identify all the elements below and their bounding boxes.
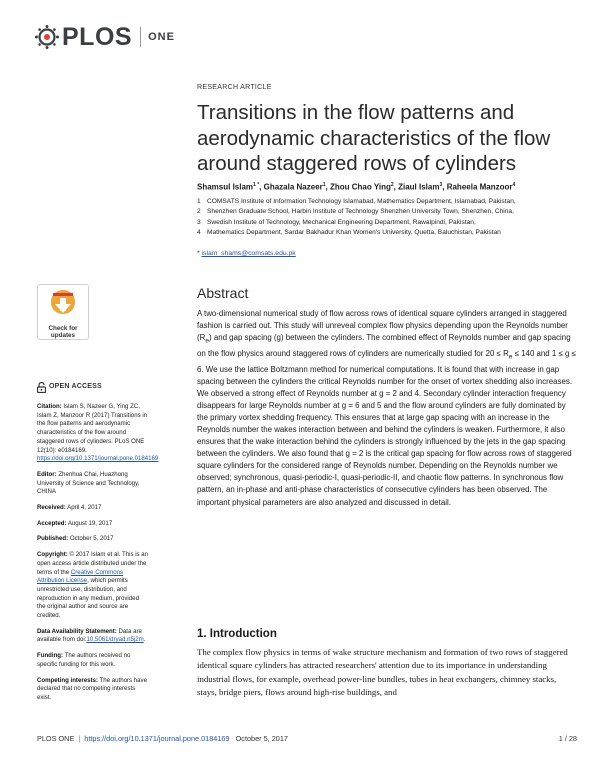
- check-updates-icon: [50, 289, 76, 319]
- copyright-text: , which permits unrestricted use, distribution, and reproduction in any medium, provided the original author and source are credited.: [37, 577, 139, 620]
- footer-date: October 5, 2017: [235, 734, 288, 743]
- affiliation-number: 2: [197, 208, 201, 216]
- affiliation-number: 4: [197, 229, 201, 237]
- article-type: RESEARCH ARTICLE: [197, 84, 272, 91]
- funding-text: The authors received no specific funding for this work.: [37, 652, 131, 668]
- page-number: 1 / 28: [558, 734, 577, 743]
- data-doi-link[interactable]: 10.5061/dryad.n5j2m: [86, 636, 144, 644]
- affiliation-number: 1: [197, 198, 201, 205]
- affiliation-text: Mathematics Department, Sardar Bakhadur Khan Women's University, Quetta, Baluchistan, Pakistan: [207, 229, 501, 237]
- corresponding-author: [197, 250, 296, 257]
- received-block: [37, 504, 149, 513]
- footer-journal: PLOS ONE: [37, 734, 75, 743]
- data-availability-label: Data Availability Statement:: [37, 627, 117, 635]
- article-info-sidebar: [37, 382, 159, 710]
- author-affiliation-mark: 2: [390, 182, 394, 188]
- affiliation-text: Swedish Institute of Technology, Mechanical Engineering Department, Rawalpindi, Pakistan,: [207, 218, 476, 226]
- subscript-e: e: [205, 337, 209, 345]
- logo-journal: ONE: [148, 31, 175, 43]
- plos-logo-icon: [34, 24, 60, 50]
- check-updates-label: [38, 325, 88, 339]
- author-name[interactable]: Ghazala Nazeer: [263, 182, 323, 192]
- footer-separator: |: [78, 734, 81, 743]
- copyright-label: Copyright:: [37, 551, 68, 559]
- introduction-heading: 1. Introduction: [197, 628, 277, 640]
- accepted-date: August 19, 2017: [66, 519, 113, 527]
- open-access-label: [37, 382, 149, 393]
- accepted-label: Accepted:: [37, 519, 67, 527]
- logo-divider: [140, 27, 141, 47]
- footer-citation: [37, 734, 288, 743]
- data-availability-block: [37, 628, 149, 645]
- affiliation-text: Shenzhen Graduate School, Harbin Institute of Technology Shenzhen University Town, Shenzhen, China,: [207, 208, 514, 216]
- competing-interests-label: Competing interests:: [37, 676, 98, 684]
- published-date: October 5, 2017: [68, 535, 114, 543]
- author-affiliation-mark: 4: [512, 182, 516, 188]
- abstract-heading: Abstract: [197, 285, 249, 301]
- received-label: Received:: [37, 504, 66, 512]
- competing-interests-block: [37, 677, 149, 703]
- citation-text: Islam S, Nazeer G, Ying ZC, Islam Z, Manzoor R (2017) Transitions in the flow patterns and aerodynamic characteristics of the flow around staggered rows of cylinders. PLoS ONE 12(10): e0184169.: [37, 403, 148, 454]
- affiliation-item: [197, 207, 577, 217]
- article-title: Transitions in the flow patterns and aerodynamic characteristics of the flow around staggered rows of cylinders: [197, 101, 551, 175]
- abstract-text-part: ≤ 140 and 1 ≤ g ≤ 6. We use the lattice Boltzmann method for numerical computations. It is found that with increase in gap spacing between the cylinders the critical Reynolds number for the onset of vortex shedding also increases. We observed a strong effect of Reynolds number at g = 2 and 4. Secondary cylinder interaction frequency disappears for large Reynolds number at g = 6 and 5 and the flow around cylinders are fully dominated by the primary vortex shedding frequency. This ensures that at large gap spacing with an increase in the Reynolds number the wakes interaction between and behind the cylinders is weaken. Furthermore, it also ensures that the wake interaction behind the cylinders is strongly influenced by the jets in the gap spacing between the cylinders. We also found that g = 2 is the critical gap spacing for flow across rows of staggered square cylinders for the considered range of Reynolds number. Depending on the Reynolds number we observed; synchronous, quasi-periodic-I, quasi-periodic-II, and chaotic flow patterns. In synchronous flow pattern, an in-phase and anti-phase characteristics of consecutive cylinders has been observed. The important physical parameters are also analyzed and discussed in detail.: [197, 348, 576, 507]
- open-access-lock-icon: [37, 382, 46, 393]
- corresponding-mark: *: [197, 250, 200, 257]
- abstract-text-part: ) and gap spacing (g) between the cylinders. The combined effect of Reynolds number and gap spacing on the flow physics around staggered rows of cylinders are numerically studied for 20 ≤ R: [197, 333, 571, 358]
- subscript-e: e: [508, 353, 513, 361]
- affiliation-list: [197, 197, 577, 239]
- data-availability-text: Data are available from doi:: [37, 627, 142, 644]
- editor-label: Editor:: [37, 470, 57, 478]
- funding-block: [37, 652, 149, 669]
- abstract-text-part: A two-dimensional numerical study of flow across rows of identical square cylinders arranged in staggered fashion is carried out. This study will unreveal complex flow physics depending upon the Reynolds number (R: [197, 309, 568, 343]
- author-name[interactable]: Shamsul Islam: [197, 182, 254, 192]
- license-link[interactable]: Creative Commons Attribution License: [37, 568, 124, 585]
- affiliation-item: [197, 197, 577, 207]
- check-updates-line1: Check for: [48, 325, 78, 332]
- introduction-text: The complex flow physics in terms of wake structure mechanism and formation of two rows of staggered identical square cylinders has attracted researchers' attention due to its importance in understanding industrial flows, for example, overhead power-line bundles, tubes in heat exchangers, chimney stacks, stays, bridge piers, flows around high-rise buildings, and: [197, 647, 568, 698]
- author-list: Shamsul Islam$^{1 *}$, Ghazala Nazeer$^1$, Zhou Chao Ying$^2$, Ziaul Islam$^3$, Raheela Manzoor$^4$: [197, 182, 516, 192]
- corresponding-email-link[interactable]: islam_shams@comsats.edu.pk: [201, 250, 296, 257]
- copyright-text: © 2017 Islam et al. This is an open access article distributed under the terms of the: [37, 551, 149, 576]
- check-for-updates-badge[interactable]: [37, 284, 89, 340]
- accepted-block: [37, 520, 149, 529]
- funding-label: Funding:: [37, 652, 64, 660]
- author-affiliation-mark: 3: [439, 182, 443, 188]
- citation-doi-link[interactable]: https://doi.org/10.1371/journal.pone.0184169: [37, 455, 159, 463]
- logo-brand: PLOS: [62, 22, 133, 51]
- footer-doi-link[interactable]: https://doi.org/10.1371/journal.pone.0184169: [84, 734, 230, 743]
- affiliation-item: [197, 228, 577, 238]
- competing-interests-text: The authors have declared that no competing interests exist.: [37, 676, 147, 701]
- page-footer: [37, 734, 577, 748]
- data-availability-end: .: [143, 636, 146, 644]
- citation-block: [37, 403, 159, 464]
- author-name[interactable]: Zhou Chao Ying: [329, 182, 391, 192]
- published-label: Published:: [37, 535, 69, 543]
- copyright-block: [37, 551, 149, 621]
- affiliation-item: [197, 218, 577, 228]
- abstract-text: [197, 308, 577, 509]
- citation-label: Citation:: [37, 403, 62, 410]
- received-date: April 4, 2017: [65, 504, 102, 512]
- open-access-text: OPEN ACCESS: [49, 383, 102, 391]
- affiliation-text: COMSATS Institute of Information Technology Islamabad, Mathematics Department, Islamabad, Pakistan,: [207, 198, 516, 205]
- affiliation-number: 3: [197, 218, 201, 226]
- plos-one-logo: [34, 22, 175, 52]
- editor-block: [37, 471, 149, 497]
- author-name[interactable]: Ziaul Islam: [398, 182, 440, 192]
- editor-text: Zhenhua Chai, Huazhong University of Science and Technology, CHINA: [37, 470, 140, 496]
- published-block: [37, 535, 149, 544]
- check-updates-line2: updates: [50, 332, 76, 339]
- author-affiliation-mark: 1: [322, 182, 326, 188]
- author-affiliation-mark: 1 *: [253, 182, 260, 188]
- author-name[interactable]: Raheela Manzoor: [446, 182, 513, 192]
